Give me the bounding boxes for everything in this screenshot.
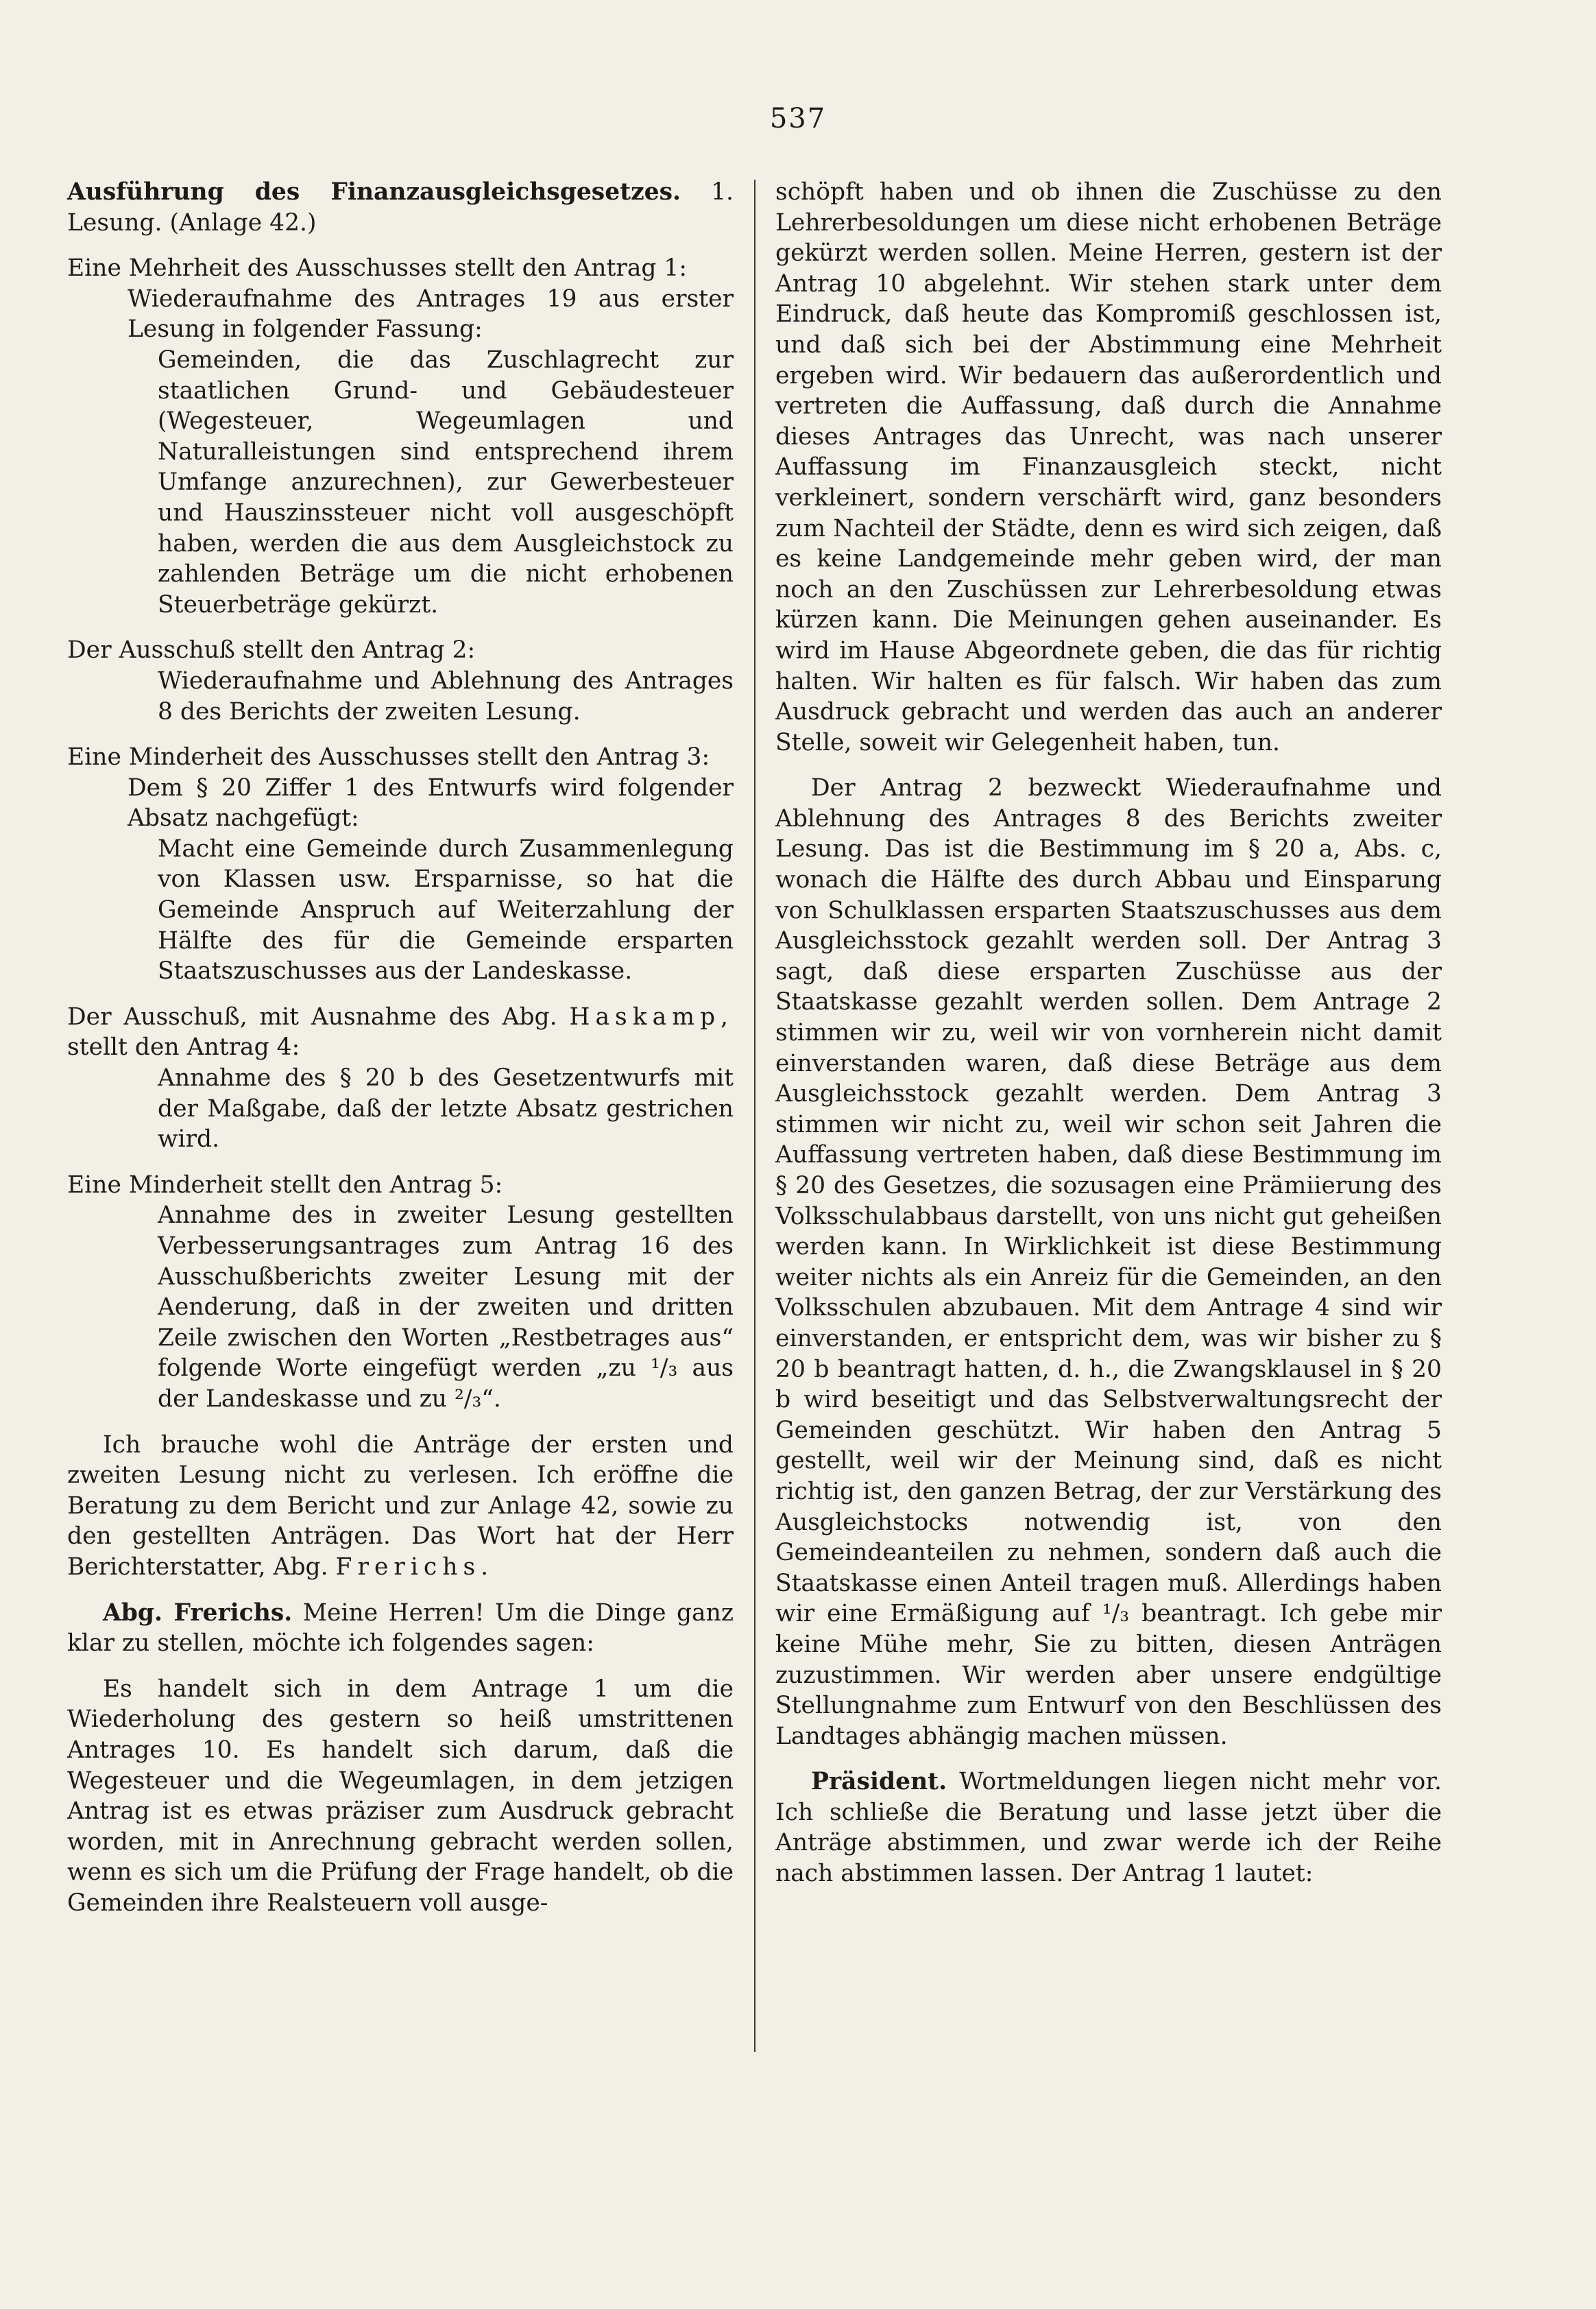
motion-5-text: Annahme des in zweiter Lesung gestellten Verbesserungsantrages zum Antrag 16 des Ausschußberichts zweiter Lesung mit der Aenderung, daß in der zweiten und dritten Zeile zwischen den Worten „Restbetrages aus“ folgende Worte eingefügt werden „zu ¹/₃ aus der Landeskasse und zu ²/₃“.: [158, 1201, 734, 1413]
motion-3-intro: Eine Minderheit des Ausschusses stellt den Antrag 3:: [67, 743, 710, 771]
motion-3-sub: Dem § 20 Ziffer 1 des Entwurfs wird folgender Absatz nachgefügt:: [128, 774, 734, 833]
member-name-frerichs: Frerichs.: [335, 1553, 494, 1581]
motion-2-text: Wiederaufnahme und Ablehnung des Antrages 8 des Berichts der zweiten Lesung.: [158, 667, 734, 726]
motion-1-intro: Eine Mehrheit des Ausschusses stellt den Antrag 1:: [67, 254, 688, 283]
motion-3-text: Macht eine Gemeinde durch Zusammenlegung von Klassen usw. Ersparnisse, so hat die Gemeinde Anspruch auf Weiterzahlung der Hälfte des für die Gemeinde ersparten Staatszuschusses aus der Landeskasse.: [158, 835, 734, 985]
speech-motions-explained: Der Antrag 2 bezweckt Wiederaufnahme und Ablehnung des Antrages 8 des Berichts zweiter Lesung. Das ist die Bestimmung im § 20 a, Abs. c, wonach die Hälfte des durch Abbau und Einsparung von Schulklassen ersparten Staatszuschusses aus dem Ausgleichsstock gezahlt werden soll. Der Antrag 3 sagt, daß diese ersparten Zuschüsse aus der Staatskasse gezahlt werden sollen. Dem Antrage 2 stimmen wir zu, weil wir von vornherein nicht damit einverstanden waren, daß diese Beträge aus dem Ausgleichsstock gezahlt werden. Dem Antrag 3 stimmen wir nicht zu, weil wir schon seit Jahren die Auffassung vertreten haben, daß diese Bestimmung im § 20 des Gesetzes, die sozusagen eine Prämiierung des Volksschulabbaus darstellt, von uns nicht gut geheißen werden kann. In Wirklichkeit ist diese Bestimmung weiter nichts als ein Anreiz für die Gemeinden, an den Volksschulen abzubauen. Mit dem Antrage 4 sind wir einverstanden, er entspricht dem, was wir bisher zu § 20 b beantragt hatten, d. h., die Zwangsklausel in § 20 b wird beseitigt und das Selbstverwaltungsrecht der Gemeinden geschützt. Wir haben den Antrag 5 gestellt, weil wir der Meinung sind, daß es nicht richtig ist, den ganzen Betrag, der zur Verstärkung des Ausgleichstocks notwendig ist, von den Gemeindeanteilen zu nehmen, sondern daß auch die Staatskasse einen Anteil tragen muß. Allerdings haben wir eine Ermäßigung auf ¹/₃ beantragt. Ich gebe mir keine Mühe mehr, Sie zu bitten, diesen Anträgen zuzustimmen. Wir werden aber unsere endgültige Stellungnahme zum Entwurf von den Beschlüssen des Landtages abhängig machen müssen.: [775, 774, 1442, 1750]
speaker-label: Abg. Frerichs.: [103, 1599, 293, 1627]
member-name-haskamp: Haskamp,: [569, 1003, 734, 1031]
left-column: [67, 177, 734, 1918]
chair-statement-text: Ich brauche wohl die Anträge der ersten und zweiten Lesung nicht zu verlesen. Ich eröffne die Beratung zu dem Bericht und zur Anlage 42, sowie zu den gestellten Anträgen. Das Wort hat der Herr Berichterstatter, Abg.: [67, 1431, 734, 1581]
heading-rest: 1. Lesung. (Anlage 42.): [67, 178, 734, 237]
president-text: Wortmeldungen liegen nicht mehr vor. Ich schließe die Beratung und lasse jetzt über die Anträge abstimmen, und zwar werde ich der Reihe nach abstimmen lassen. Der Antrag 1 lautet:: [775, 1768, 1442, 1888]
motion-4-text: Annahme des § 20 b des Gesetzentwurfs mit der Maßgabe, daß der letzte Absatz gestrichen wird.: [158, 1064, 734, 1153]
page-number: 537: [769, 103, 827, 134]
speech-frerichs-open: [67, 1598, 734, 1659]
motion-4-intro: [67, 1002, 734, 1063]
speech-text: Meine Herren! Um die Dinge ganz klar zu stellen, möchte ich folgendes sagen:: [67, 1599, 734, 1658]
section-heading: [67, 177, 734, 238]
motion-4-intro-b: stellt den Antrag 4:: [67, 1033, 300, 1062]
speaker-label-president: Präsident.: [811, 1768, 947, 1796]
column-divider: [754, 180, 755, 2052]
chair-statement: [67, 1430, 734, 1583]
motion-5-intro: Eine Minderheit stellt den Antrag 5:: [67, 1171, 503, 1199]
speech-frerichs-body: Es handelt sich in dem Antrage 1 um die Wiederholung des gestern so heiß umstrittenen Antrages 10. Es handelt sich darum, daß die Wegesteuer und die Wegeumlagen, in dem jetzigen Antrag ist es etwas präziser zum Ausdruck gebracht worden, mit in Anrechnung gebracht werden sollen, wenn es sich um die Prüfung der Frage handelt, ob die Gemeinden ihre Realsteuern voll ausge-: [67, 1675, 734, 1917]
motion-4-intro-a: Der Ausschuß, mit Ausnahme des Abg.: [67, 1003, 557, 1031]
president-statement: [775, 1767, 1442, 1889]
motion-2-intro: Der Ausschuß stellt den Antrag 2:: [67, 636, 476, 665]
motion-1-text: Gemeinden, die das Zuschlagrecht zur staatlichen Grund- und Gebäudesteuer (Wegesteuer, Wegeumlagen und Naturalleistungen sind entsprechend ihrem Umfange anzurechnen), zur Gewerbesteuer und Hauszinssteuer nicht voll ausgeschöpft haben, werden die aus dem Ausgleichstock zu zahlenden Beträge um die nicht erhobenen Steuerbeträge gekürzt.: [158, 346, 734, 619]
right-column: [775, 177, 1442, 1889]
heading-title: Ausführung des Finanzausgleichsgesetzes.: [67, 178, 681, 206]
speech-continuation: schöpft haben und ob ihnen die Zuschüsse zu den Lehrerbesoldungen um diese nicht erhobenen Beträge gekürzt werden sollen. Meine Herren, gestern ist der Antrag 10 abgelehnt. Wir stehen stark unter dem Eindruck, daß heute das Kompromiß geschlossen ist, und daß sich bei der Abstimmung eine Mehrheit ergeben wird. Wir bedauern das außerordentlich und vertreten die Auffassung, daß durch die Annahme dieses Antrages das Unrecht, was nach unserer Auffassung im Finanzausgleich steckt, nicht verkleinert, sondern verschärft wird, ganz besonders zum Nachteil der Städte, denn es wird sich zeigen, daß es keine Landgemeinde mehr geben wird, der man noch an den Zuschüssen zur Lehrerbesoldung etwas kürzen kann. Die Meinungen gehen auseinander. Es wird im Hause Abgeordnete geben, die das für richtig halten. Wir halten es für falsch. Wir haben das zum Ausdruck gebracht und werden das auch an anderer Stelle, soweit wir Gelegenheit haben, tun.: [775, 178, 1442, 756]
motion-1-sub: Wiederaufnahme des Antrages 19 aus erster Lesung in folgender Fassung:: [128, 285, 734, 344]
